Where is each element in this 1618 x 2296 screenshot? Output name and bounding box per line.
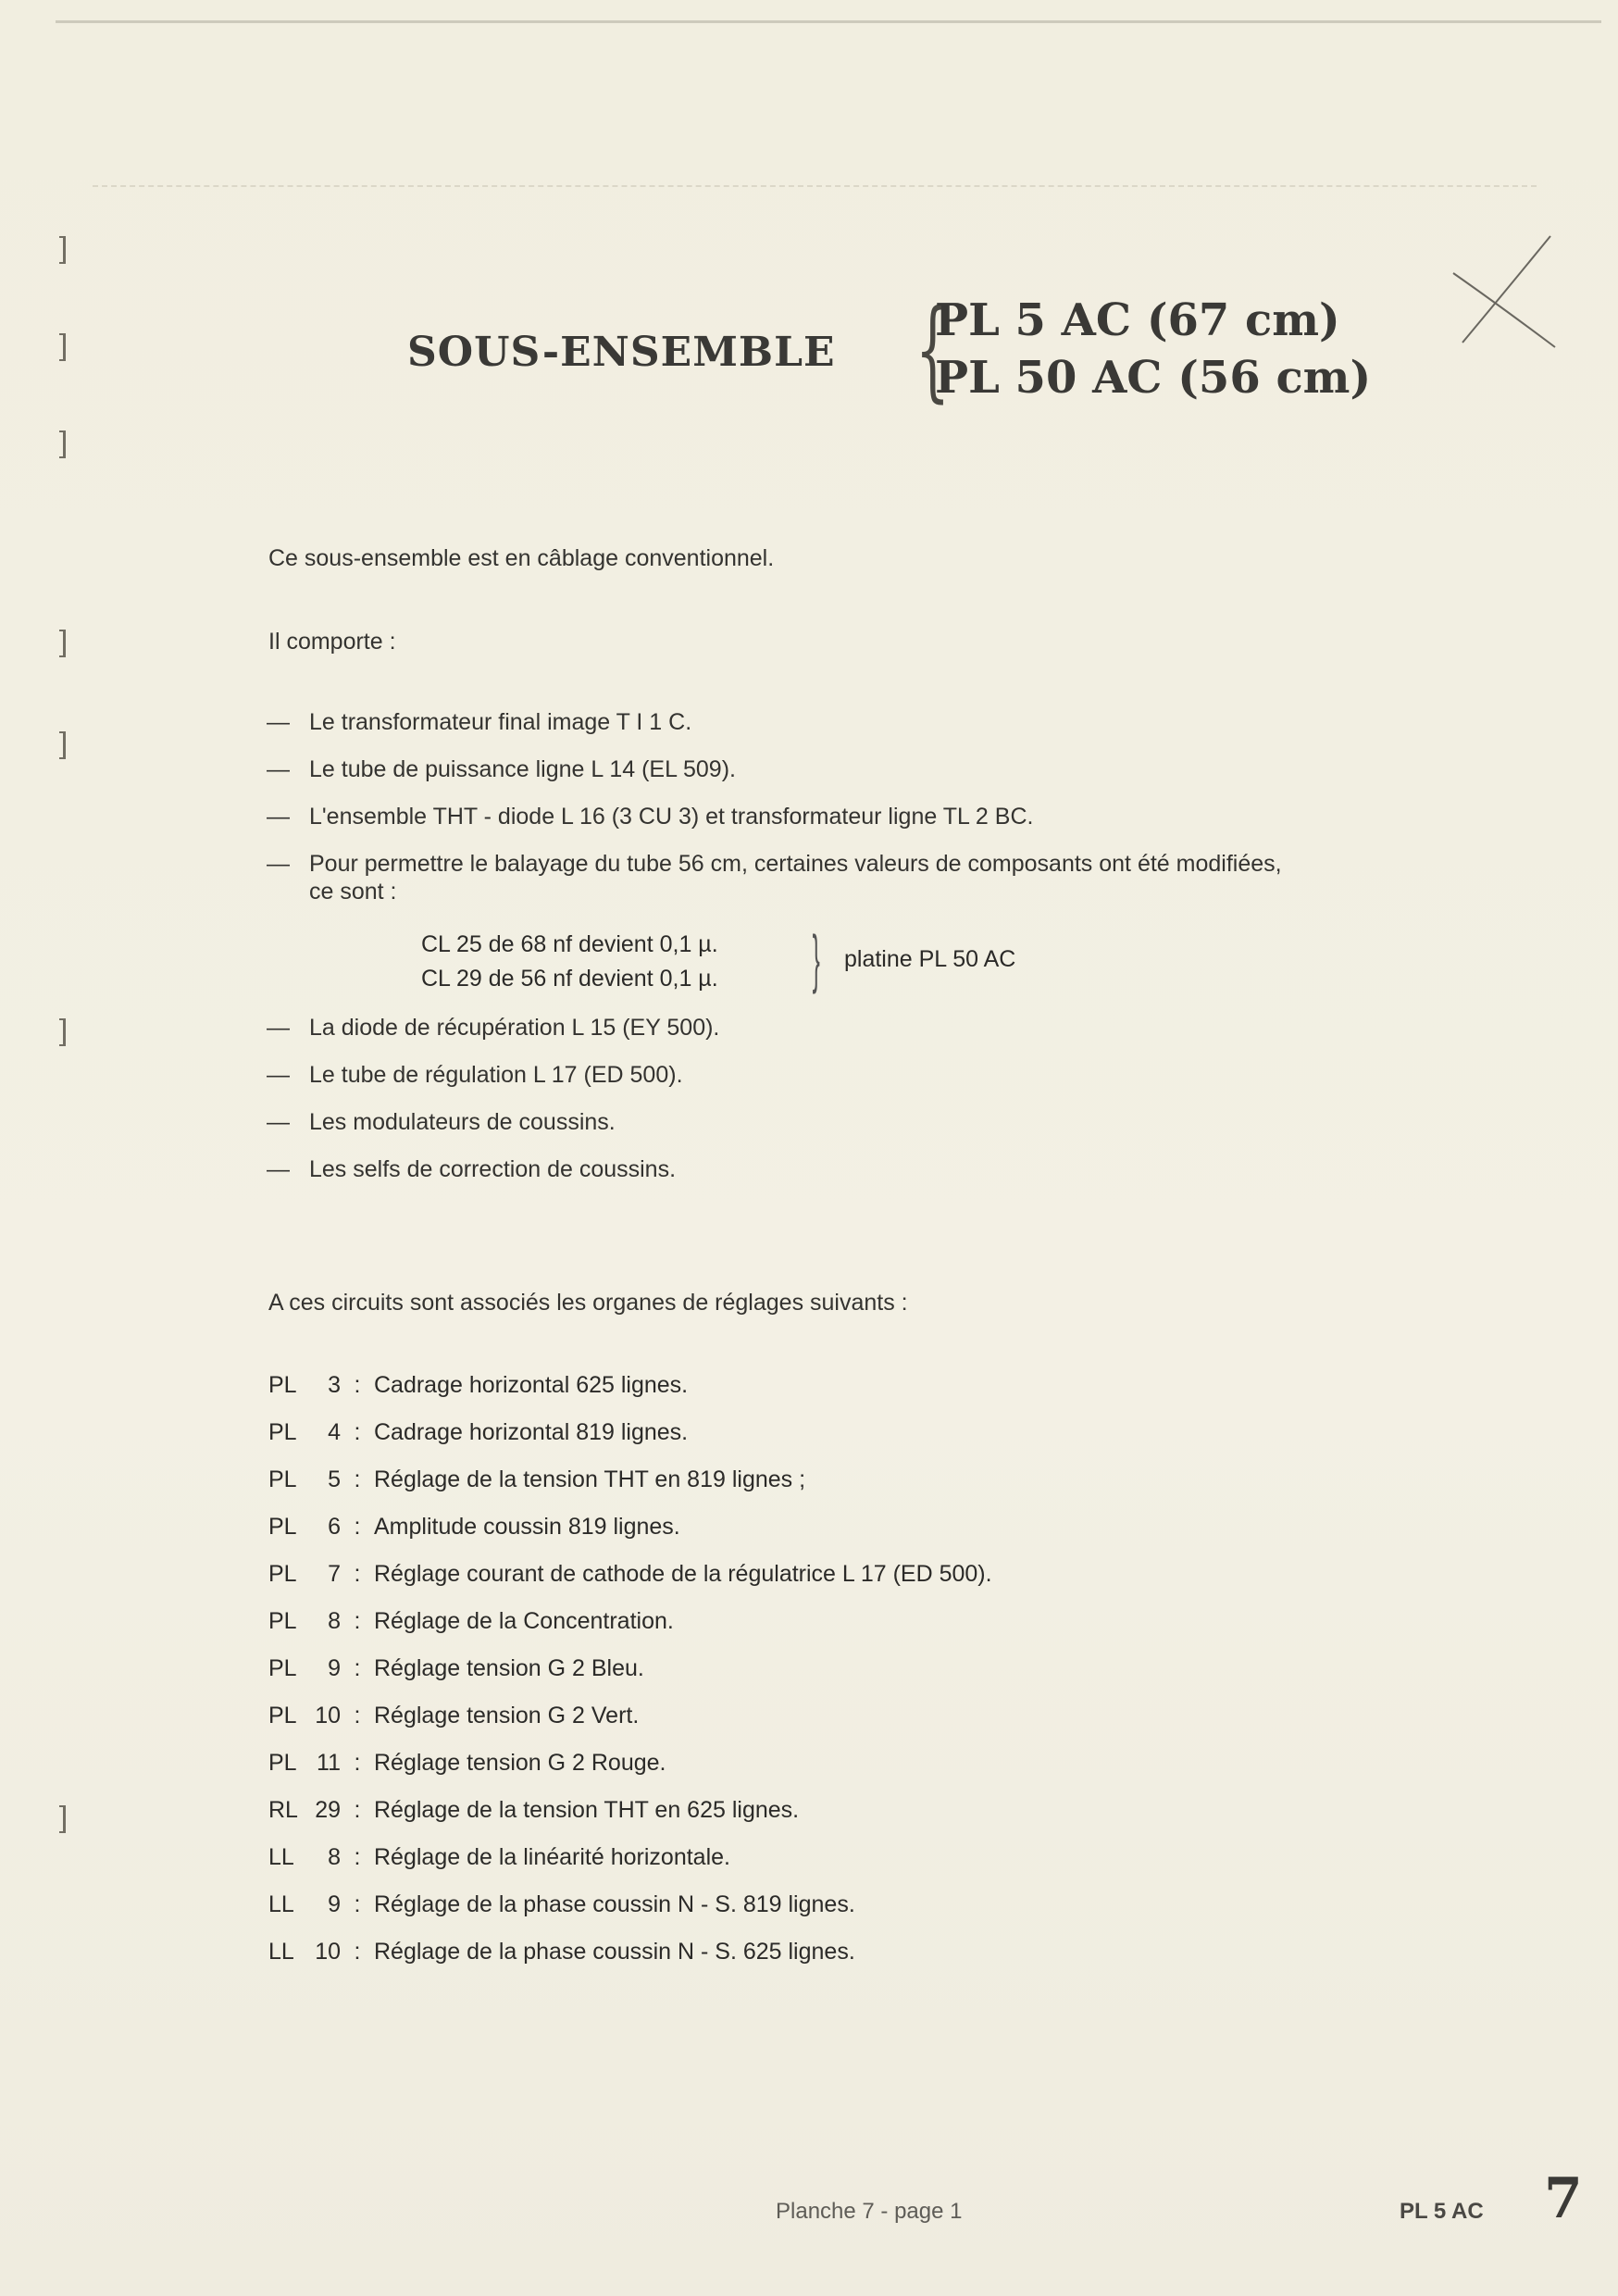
intro-text: Ce sous-ensemble est en câblage conventionnel.	[268, 545, 775, 571]
list-item: — Le tube de puissance ligne L 14 (EL 509).	[267, 756, 736, 782]
adj-desc: Réglage tension G 2 Rouge.	[374, 1750, 666, 1776]
list-item: — Les selfs de correction de coussins.	[267, 1156, 677, 1182]
page-title: SOUS-ENSEMBLE	[407, 329, 836, 376]
list-item-continuation: ce sont :	[309, 879, 397, 905]
page-number: 7	[1544, 2166, 1583, 2231]
adj-num: 8	[328, 1844, 341, 1870]
adjustment-row: PL 5 : Réglage de la tension THT en 819 lignes ;	[268, 1466, 806, 1492]
adj-code: PL	[268, 1750, 297, 1776]
adj-desc: Réglage de la Concentration.	[374, 1608, 674, 1634]
title-brace: {	[915, 285, 951, 413]
adj-num: 9	[328, 1655, 341, 1681]
adj-desc: Cadrage horizontal 625 lignes.	[374, 1372, 689, 1398]
adj-desc: Réglage tension G 2 Bleu.	[374, 1655, 644, 1681]
adjustment-row: PL 10 : Réglage tension G 2 Vert.	[268, 1703, 640, 1728]
binding-mark	[59, 430, 68, 458]
adj-code: LL	[268, 1939, 294, 1965]
component-change: CL 29 de 56 nf devient 0,1 µ.	[421, 966, 718, 992]
adj-num: 29	[315, 1797, 341, 1823]
adj-num: 9	[328, 1891, 341, 1917]
faint-rule	[93, 185, 1537, 187]
adj-num: 4	[328, 1419, 341, 1445]
adjustment-row: PL 7 : Réglage courant de cathode de la régulatrice L 17 (ED 500).	[268, 1561, 992, 1587]
adj-desc: Réglage de la phase coussin N - S. 625 lignes.	[374, 1939, 855, 1965]
adjustment-row: LL 9 : Réglage de la phase coussin N - S. 819 lignes.	[268, 1891, 855, 1917]
list-item-text: Le tube de puissance ligne L 14 (EL 509).	[309, 756, 736, 782]
model-list	[935, 292, 1371, 406]
page-edge-shadow	[56, 20, 1601, 23]
adj-num: 6	[328, 1514, 341, 1540]
adj-code: LL	[268, 1844, 294, 1870]
adj-code: PL	[268, 1655, 297, 1681]
adj-num: 7	[328, 1561, 341, 1587]
changes-brace: }	[812, 922, 820, 994]
adj-code: PL	[268, 1466, 297, 1492]
adj-num: 11	[317, 1750, 341, 1776]
adj-desc: Réglage tension G 2 Vert.	[374, 1703, 640, 1728]
footer-planche: Planche 7 - page 1	[776, 2199, 963, 2224]
list-item-text: Les modulateurs de coussins.	[309, 1109, 616, 1135]
binding-mark	[59, 1805, 68, 1833]
list-item: — L'ensemble THT - diode L 16 (3 CU 3) et transformateur ligne TL 2 BC.	[267, 804, 1034, 830]
adj-num: 10	[315, 1939, 341, 1965]
platine-note: platine PL 50 AC	[844, 946, 1016, 972]
list-item: — Le tube de régulation L 17 (ED 500).	[267, 1062, 683, 1088]
adj-code: RL	[268, 1797, 298, 1823]
adj-num: 10	[315, 1703, 341, 1728]
binding-mark	[59, 630, 68, 657]
adj-desc: Réglage de la phase coussin N - S. 819 lignes.	[374, 1891, 855, 1917]
list-item: — Le transformateur final image T I 1 C.	[267, 709, 692, 735]
adj-desc: Réglage de la linéarité horizontale.	[374, 1844, 730, 1870]
binding-mark	[59, 731, 68, 759]
adjustments-intro: A ces circuits sont associés les organes de réglages suivants :	[268, 1290, 908, 1316]
adj-desc: Réglage de la tension THT en 625 lignes.	[374, 1797, 800, 1823]
comporte-label: Il comporte :	[268, 629, 396, 655]
adjustment-row: PL 3 : Cadrage horizontal 625 lignes.	[268, 1372, 689, 1398]
adjustment-row: RL 29 : Réglage de la tension THT en 625 lignes.	[268, 1797, 800, 1823]
adjustment-row: PL 11 : Réglage tension G 2 Rouge.	[268, 1750, 666, 1776]
adj-desc: Cadrage horizontal 819 lignes.	[374, 1419, 689, 1445]
adjustment-row: PL 8 : Réglage de la Concentration.	[268, 1608, 674, 1634]
adj-code: PL	[268, 1561, 297, 1587]
list-item-text: Le tube de régulation L 17 (ED 500).	[309, 1062, 683, 1088]
list-item-text: Le transformateur final image T I 1 C.	[309, 709, 692, 735]
adjustment-row: LL 8 : Réglage de la linéarité horizontale.	[268, 1844, 730, 1870]
adj-code: LL	[268, 1891, 294, 1917]
list-item-text: L'ensemble THT - diode L 16 (3 CU 3) et transformateur ligne TL 2 BC.	[309, 804, 1034, 830]
list-item-text: Pour permettre le balayage du tube 56 cm, certaines valeurs de composants ont été modifiées,	[309, 851, 1282, 877]
adjustment-row: LL 10 : Réglage de la phase coussin N - S. 625 lignes.	[268, 1939, 855, 1965]
adj-num: 8	[328, 1608, 341, 1634]
binding-mark	[59, 333, 68, 361]
list-item: — Les modulateurs de coussins.	[267, 1109, 616, 1135]
adj-desc: Réglage de la tension THT en 819 lignes ;	[374, 1466, 806, 1492]
adjustment-row: PL 9 : Réglage tension G 2 Bleu.	[268, 1655, 644, 1681]
adjustment-row: PL 4 : Cadrage horizontal 819 lignes.	[268, 1419, 689, 1445]
adj-code: PL	[268, 1608, 297, 1634]
adj-code: PL	[268, 1372, 297, 1398]
list-item-text: La diode de récupération L 15 (EY 500).	[309, 1015, 720, 1041]
adj-desc: Amplitude coussin 819 lignes.	[374, 1514, 680, 1540]
list-item-text: Les selfs de correction de coussins.	[309, 1156, 677, 1182]
footer-model: PL 5 AC	[1400, 2199, 1484, 2224]
adj-code: PL	[268, 1514, 297, 1540]
component-change: CL 25 de 68 nf devient 0,1 µ.	[421, 931, 718, 957]
binding-mark	[59, 1018, 68, 1046]
binding-mark	[59, 236, 68, 264]
adj-desc: Réglage courant de cathode de la régulatrice L 17 (ED 500).	[374, 1561, 992, 1587]
adjustment-row: PL 6 : Amplitude coussin 819 lignes.	[268, 1514, 680, 1540]
adj-num: 3	[328, 1372, 341, 1398]
model-line: PL 50 AC (56 cm)	[935, 352, 1372, 404]
handwritten-x-mark	[1444, 231, 1564, 352]
list-item: — Pour permettre le balayage du tube 56 cm, certaines valeurs de composants ont été modifiées, ce sont :	[267, 850, 1507, 905]
list-item: — La diode de récupération L 15 (EY 500).	[267, 1015, 720, 1041]
adj-code: PL	[268, 1419, 297, 1445]
adj-code: PL	[268, 1703, 297, 1728]
adj-num: 5	[328, 1466, 341, 1492]
model-line: PL 5 AC (67 cm)	[935, 294, 1340, 346]
